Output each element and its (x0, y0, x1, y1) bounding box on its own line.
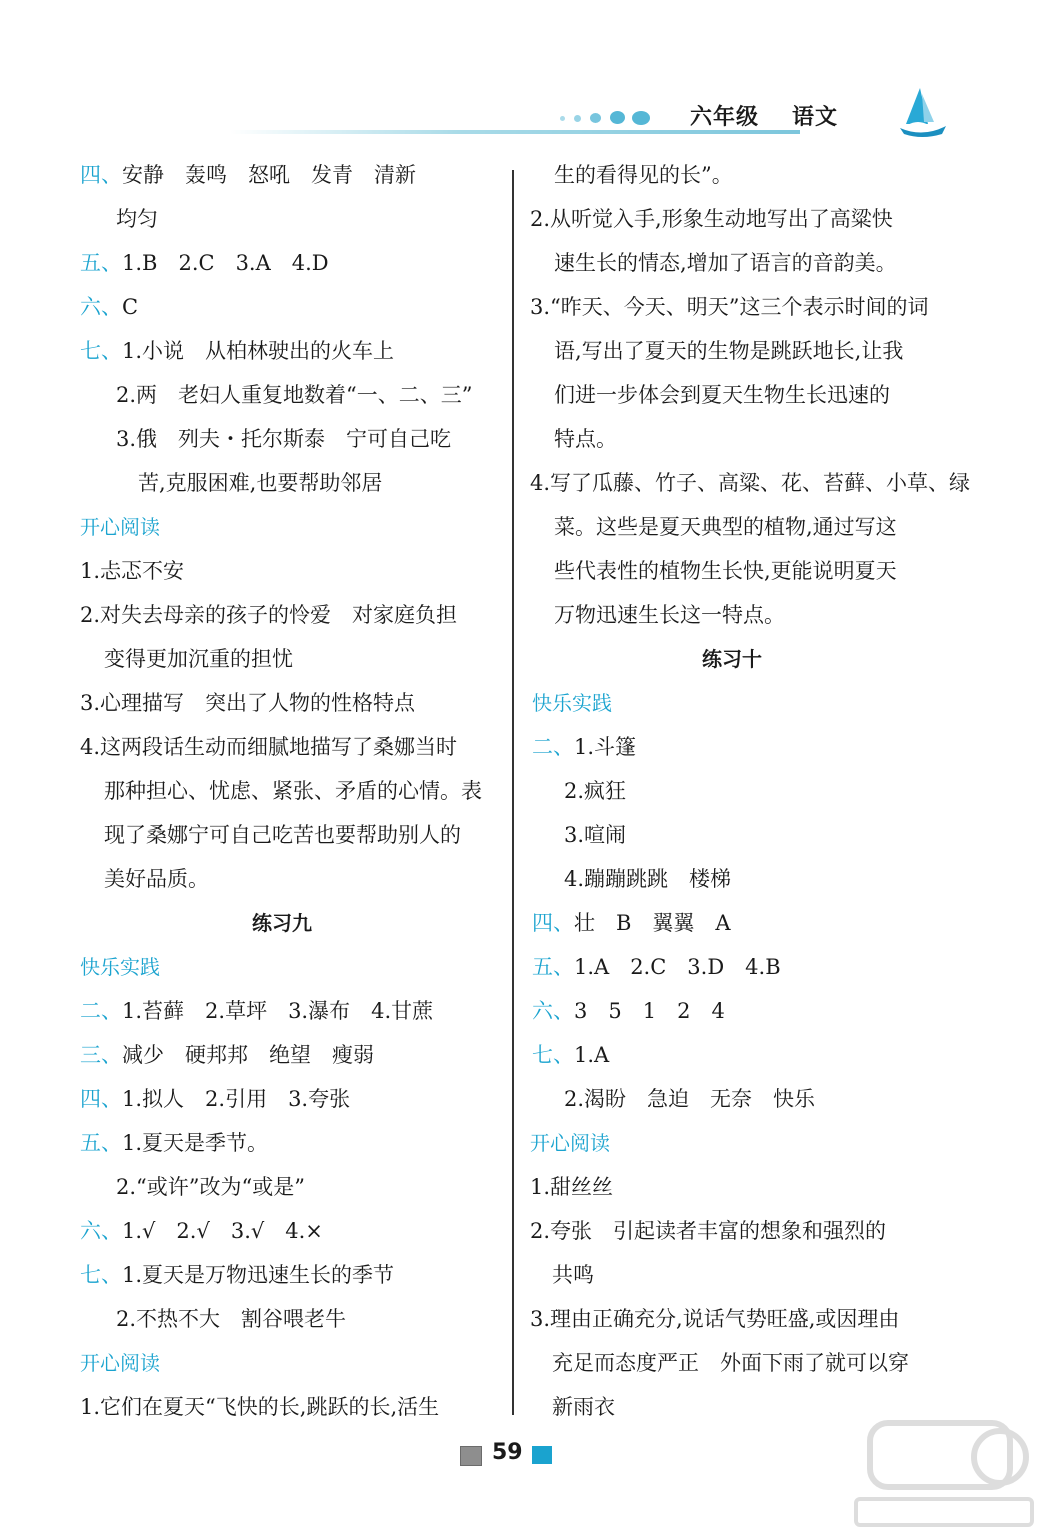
footer-blue-square (532, 1446, 552, 1464)
section-heading: 开心阅读 (80, 1351, 160, 1375)
answer-line: 4.蹦蹦跳跳 楼梯 (564, 867, 732, 891)
answer-line (80, 336, 394, 366)
section-number: 三、 (80, 1043, 122, 1067)
answer-line: 2.疯狂 (564, 779, 627, 803)
answer-line: 3.理由正确充分,说话气势旺盛,或因理由 (530, 1307, 900, 1331)
section-number: 四、 (80, 163, 122, 187)
answer-line: 2.两 老妇人重复地数着“一、二、三” (116, 383, 473, 407)
answer-line (532, 996, 725, 1026)
section-number: 七、 (532, 1043, 574, 1067)
answer-text: 1.A 2.C 3.D 4.B (574, 955, 781, 979)
answer-line: 些代表性的植物生长快,更能说明夏天 (554, 559, 897, 583)
answer-text: 1.A (574, 1043, 610, 1067)
answer-text: 1.B 2.C 3.A 4.D (122, 251, 329, 275)
answer-text: 1.小说 从柏林驶出的火车上 (122, 339, 395, 363)
answer-line: 充足而态度严正 外面下雨了就可以穿 (552, 1351, 909, 1375)
section-number: 六、 (80, 1219, 122, 1243)
answer-line: 速生长的情态,增加了语言的音韵美。 (554, 251, 897, 275)
section-number: 二、 (80, 999, 122, 1023)
answer-line: 2.对失去母亲的孩子的怜爱 对家庭负担 (80, 603, 458, 627)
answer-line: 均匀 (116, 207, 158, 231)
answer-line: 万物迅速生长这一特点。 (554, 603, 785, 627)
answer-line: 1.忐忑不安 (80, 559, 185, 583)
answer-text: 1.拟人 2.引用 3.夸张 (122, 1087, 351, 1111)
answer-line: 2.渴盼 急迫 无奈 快乐 (564, 1087, 816, 1111)
answer-text: 1.斗篷 (574, 735, 637, 759)
section-number: 五、 (80, 251, 122, 275)
exercise-title: 练习十 (702, 647, 762, 671)
section-heading: 开心阅读 (80, 515, 160, 539)
section-number: 七、 (80, 339, 122, 363)
answer-line (532, 732, 636, 762)
section-number: 五、 (532, 955, 574, 979)
answer-line: 2.不热不大 割谷喂老牛 (116, 1307, 347, 1331)
page-footer (460, 1440, 600, 1468)
footer-grey-square (460, 1446, 482, 1466)
section-heading: 开心阅读 (530, 1131, 610, 1155)
answer-text: 1.夏天是季节。 (122, 1131, 269, 1155)
answer-line (532, 952, 781, 982)
grade-label: 六年级 (690, 105, 760, 130)
answer-line (80, 160, 416, 190)
answer-line: 4.写了瓜藤、竹子、高粱、花、苔藓、小草、绿 (530, 471, 971, 495)
answer-line (80, 1084, 350, 1114)
answer-line: 2.从听觉入手,形象生动地写出了高粱快 (530, 207, 893, 231)
answer-text: 减少 硬邦邦 绝望 瘦弱 (122, 1043, 374, 1067)
answer-line (80, 292, 138, 322)
exercise-title: 练习九 (252, 911, 312, 935)
answer-line (80, 1216, 323, 1246)
section-heading: 快乐实践 (532, 691, 612, 715)
answer-line: 现了桑娜宁可自己吃苦也要帮助别人的 (104, 823, 461, 847)
answer-line: 共鸣 (552, 1263, 594, 1287)
column-divider (512, 170, 514, 1415)
answer-text: 3 5 1 2 4 (574, 999, 725, 1023)
page-number: 59 (492, 1440, 523, 1465)
answer-line: 4.这两段话生动而细腻地描写了桑娜当时 (80, 735, 458, 759)
answer-line: 2.“或许”改为“或是” (116, 1175, 305, 1199)
section-number: 四、 (80, 1087, 122, 1111)
answer-line: 2.夸张 引起读者丰富的想象和强烈的 (530, 1219, 887, 1243)
section-heading: 快乐实践 (80, 955, 160, 979)
page-header (0, 0, 1042, 150)
answer-line: 苦,克服困难,也要帮助邻居 (138, 471, 383, 495)
section-number: 六、 (80, 295, 122, 319)
answer-line: 1.甜丝丝 (530, 1175, 614, 1199)
answer-line: 变得更加沉重的担忧 (104, 647, 293, 671)
answer-line: 美好品质。 (104, 867, 209, 891)
answer-text: C (122, 295, 139, 319)
section-number: 七、 (80, 1263, 122, 1287)
answer-line: 3.俄 列夫・托尔斯泰 宁可自己吃 (116, 427, 452, 451)
section-number: 四、 (532, 911, 574, 935)
watermark-logo (850, 1415, 1035, 1530)
answer-line: 们进一步体会到夏天生物生长迅速的 (554, 383, 890, 407)
sailboat-logo-icon (898, 86, 948, 138)
answer-text: 壮 B 翼翼 A (574, 911, 731, 935)
answer-text: 1.苔藓 2.草坪 3.瀑布 4.甘蔗 (122, 999, 434, 1023)
answer-line (80, 996, 433, 1026)
section-number: 二、 (532, 735, 574, 759)
answer-line (532, 1040, 609, 1070)
answer-line (80, 1128, 268, 1158)
answer-line: 菜。这些是夏天典型的植物,通过写这 (554, 515, 897, 539)
answer-text: 1.夏天是万物迅速生长的季节 (122, 1263, 395, 1287)
answer-line (80, 1260, 394, 1290)
answer-line (80, 1040, 374, 1070)
answer-line (80, 248, 329, 278)
answer-line: 特点。 (554, 427, 617, 451)
answer-line: 新雨衣 (552, 1395, 615, 1419)
answer-line: 1.它们在夏天“飞快的长,跳跃的长,活生 (80, 1395, 440, 1419)
subject-label: 语文 (792, 105, 839, 130)
answer-line: 3.喧闹 (564, 823, 627, 847)
answer-text: 安静 轰鸣 怒吼 发青 清新 (122, 163, 416, 187)
section-number: 六、 (532, 999, 574, 1023)
answer-line: 生的看得见的长”。 (554, 163, 733, 187)
answer-line: 那种担心、忧虑、紧张、矛盾的心情。表 (104, 779, 482, 803)
answer-line: 3.“昨天、今天、明天”这三个表示时间的词 (530, 295, 929, 319)
answer-line: 语,写出了夏天的生物是跳跃地长,让我 (554, 339, 904, 363)
answer-line: 3.心理描写 突出了人物的性格特点 (80, 691, 416, 715)
answer-line (532, 908, 731, 938)
section-number: 五、 (80, 1131, 122, 1155)
answer-text: 1.√ 2.√ 3.√ 4.× (122, 1219, 323, 1243)
